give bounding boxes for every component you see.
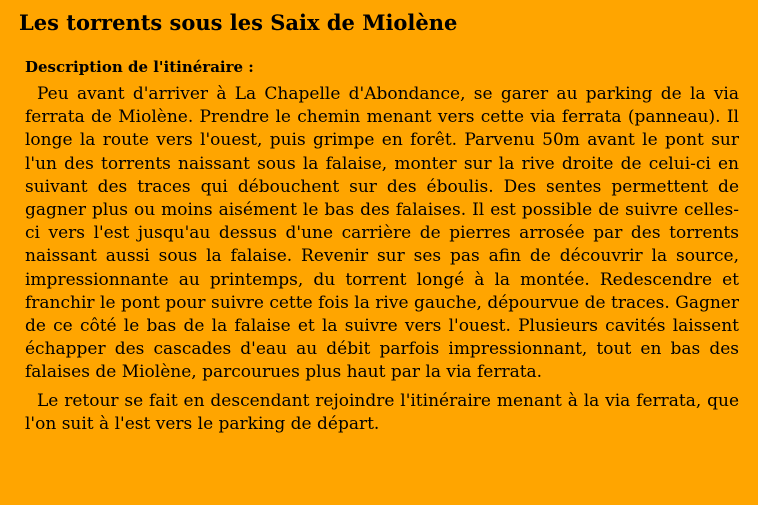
return-paragraph: Le retour se fait en descendant rejoindre l'itinéraire menant à la via ferrata, que l'on suit à l'est vers le parking de départ. <box>25 390 739 434</box>
itinerary-description <box>25 83 739 436</box>
section-heading: Description de l'itinéraire : <box>25 58 254 76</box>
description-paragraph: Peu avant d'arriver à La Chapelle d'Abondance, se garer au parking de la via ferrata de Miolène. Prendre le chemin menant vers cette via ferrata (panneau). Il longe la route vers l'ouest, puis grimpe en forêt. Parvenu 50m avant le pont sur l'un des torrents naissant sous la falaise, monter sur la rive droite de celui-ci en suivant des traces qui débouchent sur des éboulis. Des sentes permettent de gagner plus ou moins aisément le bas des falaises. Il est possible de suivre celles-ci vers l'est jusqu'au dessus d'une carrière de pierres arrosée par des torrents naissant aussi sous la falaise. Revenir sur ses pas afin de découvrir la source, impressionnante au printemps, du torrent longé à la montée. Redescendre et franchir le pont pour suivre cette fois la rive gauche, dépourvue de traces. Gagner de ce côté le bas de la falaise et la suivre vers l'ouest. Plusieurs cavités laissent échapper des cascades d'eau au débit parfois impressionnant, tout en bas des falaises de Miolène, parcourues plus haut par la via ferrata. <box>25 84 739 383</box>
page-title: Les torrents sous les Saix de Miolène <box>19 10 458 35</box>
